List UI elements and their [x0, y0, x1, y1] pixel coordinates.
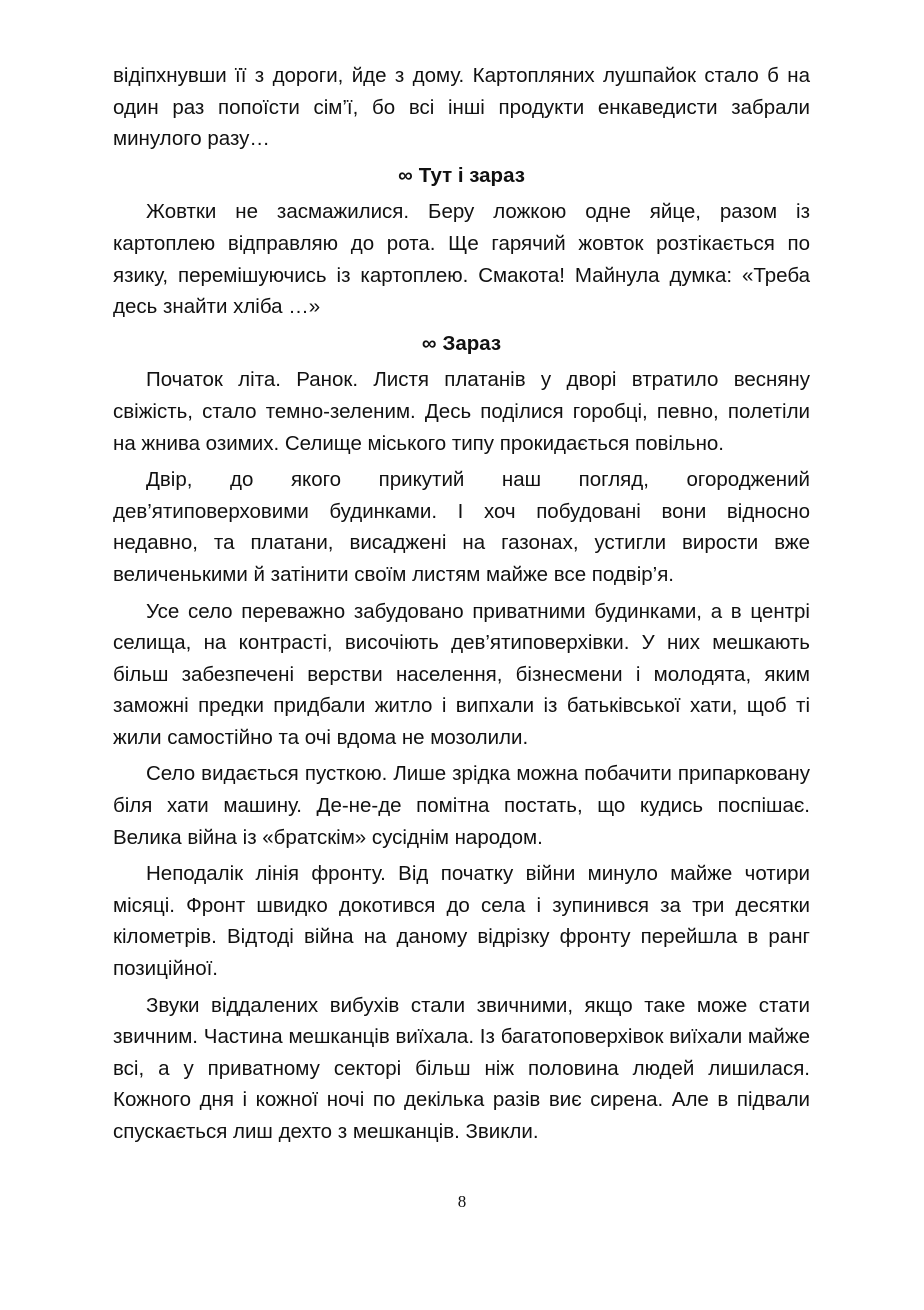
section-heading: [113, 160, 810, 192]
section-heading-text: Тут і зараз: [418, 163, 525, 187]
paragraph: Звуки віддалених вибухів стали звичними, якщо таке може стати звичним. Частина мешканців виїхала. Із багатоповерхівок виїхали майже всі, а у приватному секторі більш ніж половина людей лишилася. Кожного дня і кожної ночі по декілька разів виє сирена. Але в підвали спускається лиш дехто з мешканців. Звикли.: [113, 993, 810, 1143]
paragraph: Село видається пусткою. Лише зрідка можна побачити припарковану біля хати машину. Де-не-де помітна постать, що кудись поспішає. Велика війна із «братскім» сусіднім народом.: [113, 762, 810, 849]
paragraph: Жовтки не засмажилися. Беру ложкою одне яйце, разом із картоплею відправляю до рота. Ще гарячий жовток розтікається по язику, перемішуючись із картоплею. Смакота! Майнула думка: «Треба десь знайти хліба …»: [113, 200, 810, 319]
infinity-icon: ∞: [421, 331, 437, 355]
paragraph: Усе село переважно забудовано приватними будинками, а в центрі селища, на контрасті, височіють дев’ятиповерхівки. У них мешкають більш забезпечені верстви населення, бізнесмени і молодята, яким заможні предки придбали житло і випхали із батьківської хати, щоб ті жили самостійно та очі вдома не мозолили.: [113, 599, 810, 749]
body-text: [113, 60, 810, 1153]
paragraph: Неподалік лінія фронту. Від початку війни минуло майже чотири місяці. Фронт швидко докотився до села і зупинився за три десятки кілометрів. Відтоді війна на даному відрізку фронту перейшла в ранг позиційної.: [113, 862, 810, 981]
paragraph: Двір, до якого прикутий наш погляд, огороджений дев’ятиповерховими будинками. І хоч побудовані вони відносно недавно, та платани, висаджені на газонах, устигли вирости вже величенькими й затінити своїм листям майже все подвір’я.: [113, 468, 810, 586]
page-number: 8: [457, 1192, 467, 1211]
section-heading: [113, 328, 810, 360]
paragraph: Початок літа. Ранок. Листя платанів у дворі втратило весняну свіжість, стало темно-зеленим. Десь поділися горобці, певно, полетіли на жнива озимих. Селище міського типу прокидається повільно.: [113, 368, 810, 455]
paragraph: відіпхнувши її з дороги, йде з дому. Картопляних лушпайок стало б на один раз попоїсти сім’ї, бо всі інші продукти енкаведисти забрали минулого разу…: [113, 64, 810, 151]
section-heading-text: Зараз: [442, 331, 502, 355]
infinity-icon: ∞: [398, 163, 413, 187]
